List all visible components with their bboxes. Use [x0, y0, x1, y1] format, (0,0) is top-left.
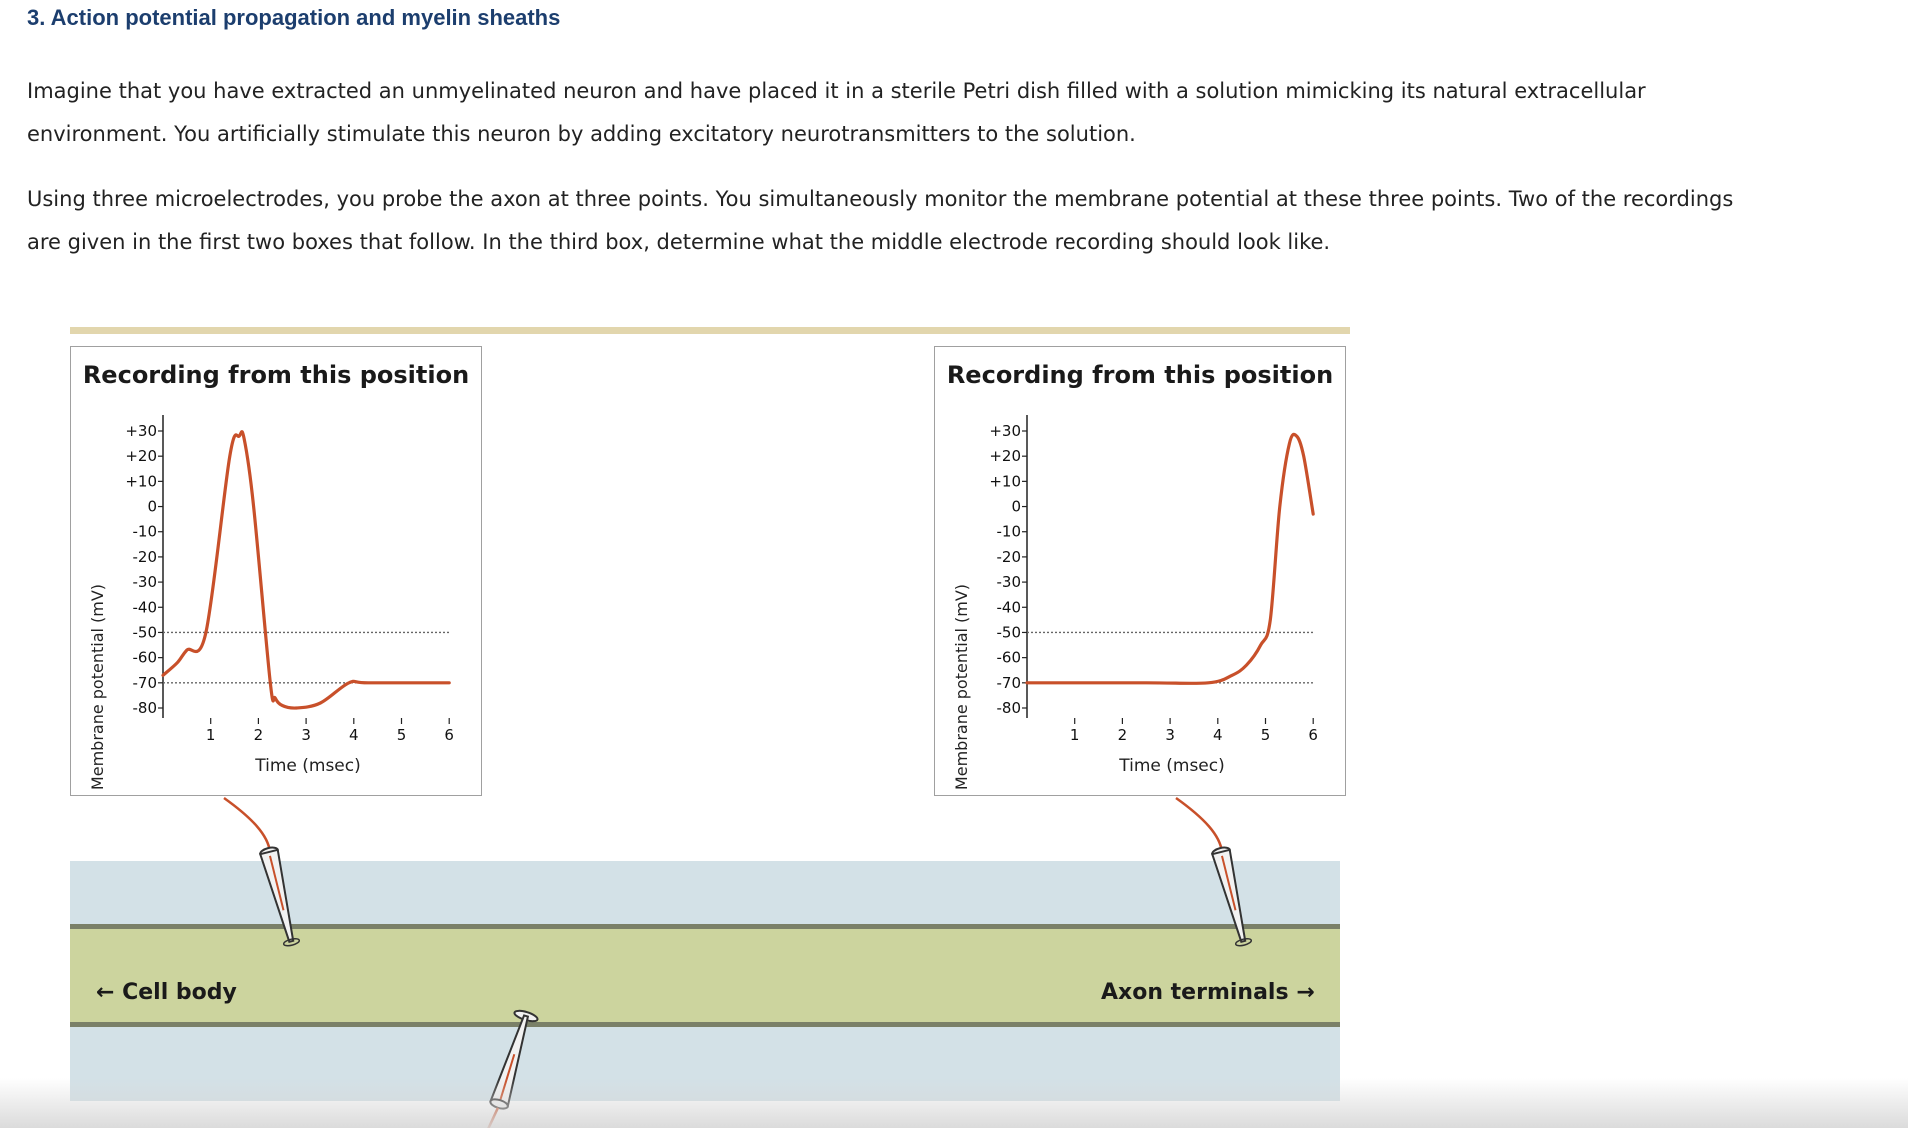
x-tick-label: 5 — [1260, 726, 1271, 744]
y-tick-label: -30 — [996, 573, 1021, 592]
y-tick-label: -50 — [996, 623, 1021, 642]
y-tick-label: +30 — [989, 422, 1021, 440]
cell-body-label — [96, 980, 237, 1005]
y-tick-label: -40 — [996, 598, 1021, 617]
y-tick-label: -60 — [132, 648, 157, 667]
recording-heading: Recording from this position — [946, 361, 1334, 389]
y-tick-label: +20 — [125, 447, 157, 466]
y-tick-label: -40 — [132, 598, 157, 617]
y-tick-label: 0 — [1011, 497, 1021, 516]
y-axis-label: Membrane potential (mV) — [952, 583, 971, 791]
x-tick-label: 3 — [301, 726, 311, 744]
x-axis-label: Time (msec) — [1119, 756, 1225, 776]
y-tick-label: 0 — [147, 497, 157, 516]
axon-membrane-bottom — [70, 1022, 1340, 1027]
electrode-wire — [1176, 798, 1222, 852]
x-tick-label: 1 — [1069, 726, 1080, 744]
axon-terminals-label — [1101, 980, 1315, 1005]
y-tick-label: -80 — [132, 699, 157, 717]
electrode-wire — [224, 798, 270, 852]
y-tick-label: +10 — [989, 472, 1021, 491]
x-tick-label: 4 — [349, 726, 359, 744]
axon-terminals-text: Axon terminals — [1101, 980, 1289, 1005]
x-tick-label: 6 — [1308, 726, 1318, 744]
arrow-right-icon: → — [1296, 980, 1315, 1005]
x-tick-label: 2 — [1117, 726, 1128, 744]
x-tick-label: 6 — [444, 726, 454, 744]
y-tick-label: +10 — [125, 472, 157, 491]
y-tick-label: -30 — [132, 573, 157, 592]
axon — [70, 926, 1340, 1026]
y-tick-label: -10 — [996, 522, 1021, 541]
axon-membrane-top — [70, 924, 1340, 929]
cell-body-text: Cell body — [122, 980, 237, 1005]
x-tick-label: 1 — [205, 726, 216, 744]
x-tick-label: 4 — [1213, 726, 1223, 744]
y-tick-label: -20 — [132, 547, 157, 566]
y-tick-label: +20 — [989, 447, 1021, 466]
y-tick-label: -20 — [996, 547, 1021, 566]
recording-heading: Recording from this position — [82, 361, 470, 389]
bottom-shadow — [0, 1078, 1908, 1128]
page-title: 3. Action potential propagation and myelin sheaths — [27, 5, 561, 30]
x-axis-label: Time (msec) — [255, 756, 361, 776]
y-tick-label: -60 — [996, 648, 1021, 667]
y-axis-label: Membrane potential (mV) — [88, 583, 107, 791]
y-tick-label: +30 — [125, 422, 157, 440]
y-tick-label: -50 — [132, 623, 157, 642]
intro-paragraph: Imagine that you have extracted an unmyelinated neuron and have placed it in a sterile Petri dish filled with a solution mimicking its natural extracellular environment. You artificially stimulate this neuron by adding excitatory neurotransmitters to the solution. — [27, 79, 1646, 146]
y-tick-label: -70 — [132, 673, 157, 692]
x-tick-label: 2 — [253, 726, 264, 744]
y-tick-label: -10 — [132, 522, 157, 541]
y-tick-label: -70 — [996, 673, 1021, 692]
y-tick-label: -80 — [996, 699, 1021, 717]
instructions-paragraph: Using three microelectrodes, you probe the axon at three points. You simultaneously monitor the membrane potential at these three points. Two of the recordings are given in the first two boxes that follow. In the third box, determine what the middle electrode recording should look like. — [27, 187, 1734, 254]
x-tick-label: 5 — [396, 726, 407, 744]
arrow-left-icon: ← — [96, 980, 115, 1005]
x-tick-label: 3 — [1165, 726, 1175, 744]
